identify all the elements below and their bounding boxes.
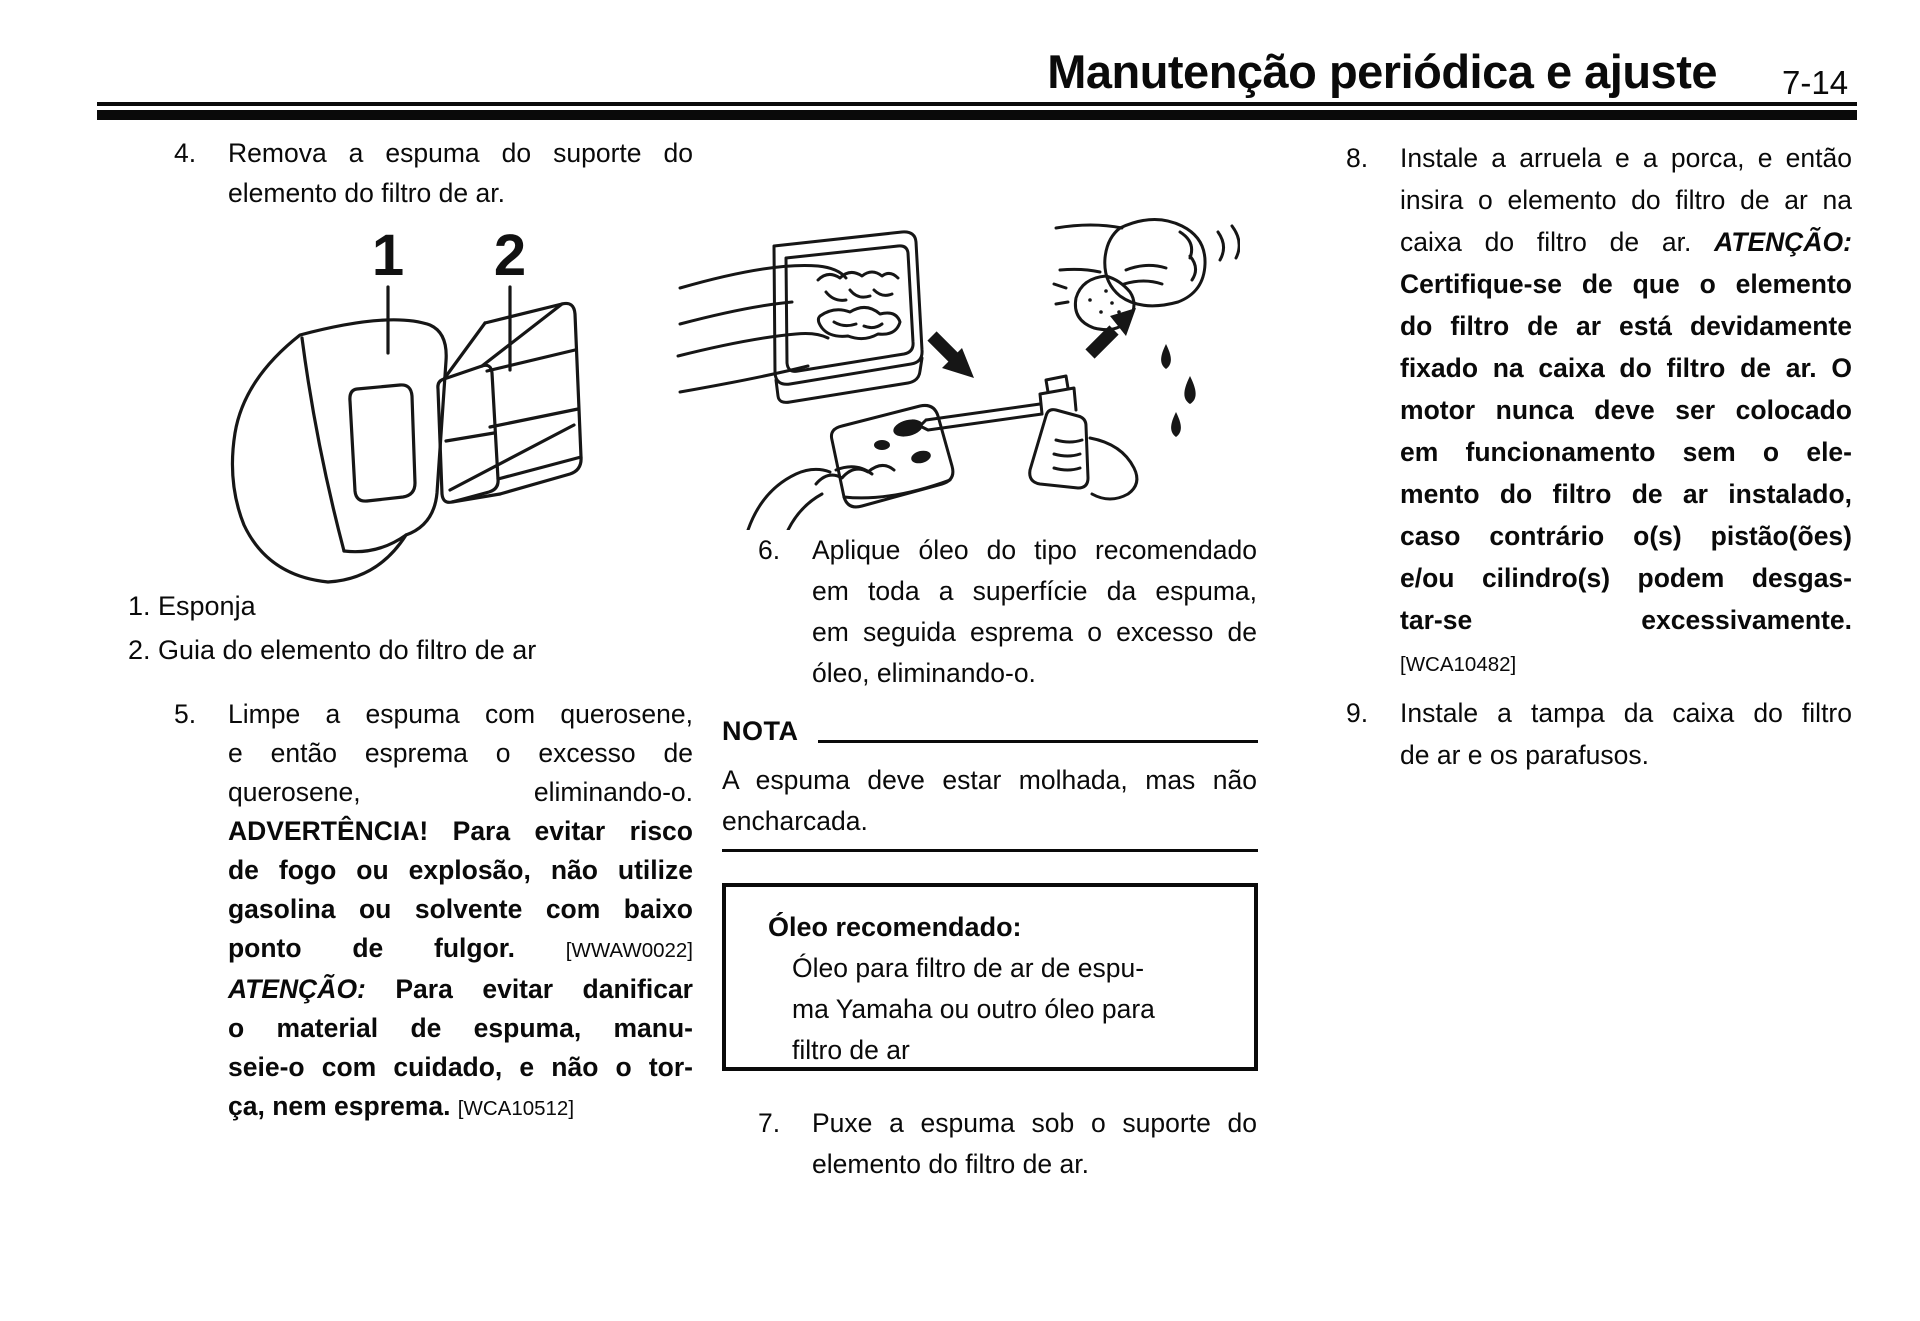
kneading-fingers xyxy=(826,290,892,300)
arm-lower-top xyxy=(678,334,828,357)
foam-dot-5 xyxy=(1117,310,1121,314)
figure-sponge-and-guide xyxy=(150,195,630,605)
can-hand-outline xyxy=(1090,438,1137,499)
fist-forearm xyxy=(1056,225,1122,272)
solid-shapes xyxy=(874,289,1196,465)
foam-block xyxy=(831,405,952,507)
step-6-number: 6. xyxy=(758,535,781,565)
step-8 xyxy=(1346,137,1852,686)
arrow-2-shaft xyxy=(1090,330,1114,354)
note-heading-rule xyxy=(818,740,1258,743)
foam-dot-1 xyxy=(1088,298,1092,302)
drop-2 xyxy=(1184,376,1195,404)
recommended-oil-text: Óleo para filtro de ar de espu- ma Yamaha ou outro óleo para filtro de ar xyxy=(792,953,1155,1065)
oil-can-spout xyxy=(920,404,1042,430)
note-heading: NOTA xyxy=(722,716,799,746)
step-9 xyxy=(1346,692,1852,776)
wash-tray-outer xyxy=(774,232,922,384)
drip-ticks xyxy=(1054,284,1068,304)
guide-brace xyxy=(450,425,574,490)
step-6 xyxy=(758,530,1257,694)
foam-dot-3 xyxy=(1110,301,1114,305)
page-title: Manutenção periódica e ajuste xyxy=(1047,45,1717,98)
oil-stain-3 xyxy=(910,449,932,465)
recommended-oil-title: Óleo recomendado: xyxy=(768,912,1022,942)
oil-stain-2 xyxy=(874,440,890,450)
holding-hand-outline xyxy=(748,469,830,530)
page-number: 7-14 xyxy=(1782,64,1849,101)
recommended-oil-box xyxy=(722,883,1258,1071)
fist-outline xyxy=(1105,219,1205,305)
header-rule-thick xyxy=(97,110,1857,120)
arm-lower-bottom xyxy=(680,366,808,392)
foam-cleaning-linework xyxy=(678,219,1239,530)
oil-stain-1 xyxy=(892,417,925,440)
step-9-number: 9. xyxy=(1346,698,1369,728)
sponge-hole xyxy=(350,385,415,501)
drop-3 xyxy=(1171,412,1181,437)
figure-label-2: 2 xyxy=(493,223,527,288)
step-9-text: Instale a tampa da caixa do filtro de ar e os parafusos. xyxy=(1400,698,1852,770)
sponge-guide-linework xyxy=(232,287,581,582)
step-4-text: Remova a espuma do suporte do elemento do filtro de ar. xyxy=(228,138,693,208)
step-4-number: 4. xyxy=(174,138,197,168)
fist-fingers xyxy=(1124,265,1166,284)
foam-block-edge xyxy=(844,480,950,498)
foam-in-tray xyxy=(818,307,900,338)
step-5-text: Limpe a espuma com querosene, e então esprema o excesso de querosene, eliminando-o. ADVERTÊNCIA! Para evitar risco de fogo ou explosão, não utilize gasolina ou solvente com baixo ponto de fulgor. [WWAW0022] ATENÇÃO: Para evitar danificar o material de espuma, manu- seie-o com cuidado, e não o tor- ça, nem esprema. [WCA10512] xyxy=(228,699,693,1121)
figure-caption-2: 2. Guia do elemento do filtro de ar xyxy=(128,635,537,665)
guide-bar-2 xyxy=(490,409,578,427)
step-8-number: 8. xyxy=(1346,143,1369,173)
step-7-text: Puxe a espuma sob o suporte do elemento do filtro de ar. xyxy=(812,1108,1257,1179)
oil-can-body xyxy=(1030,410,1088,488)
figure-foam-cleaning-steps xyxy=(620,140,1240,530)
header-rule-thin xyxy=(97,102,1857,106)
figure-caption-1: 1. Esponja xyxy=(128,591,256,621)
step-5 xyxy=(174,695,693,1128)
holding-wrist xyxy=(788,494,822,530)
foam-dot-2 xyxy=(1099,310,1103,314)
step-8-text: Instale a arruela e a porca, e então insira o elemento do filtro de ar na caixa do filtro de ar. ATENÇÃO: Certifique-se de que o elemento do filtro de ar está devidamente fixado na caixa do filtro de ar. O motor nunca deve ser colocado em funcionamento sem o ele- mento do filtro de ar instalado, caso contrário o(s) pistão(ões) e/ou cilindro(s) podem desgas- tar-se excessivamente. [WCA10482] xyxy=(1400,143,1852,676)
step-7 xyxy=(758,1103,1257,1185)
foam-dot-4 xyxy=(1104,289,1108,293)
foam-squiggle xyxy=(834,322,882,328)
drop-1 xyxy=(1161,344,1171,369)
step-5-number: 5. xyxy=(174,699,197,729)
fist-knuckles xyxy=(1180,232,1196,280)
step-6-text: Aplique óleo do tipo recomendado em toda a superfície da espuma, em seguida esprema o excesso de óleo, eliminando-o. xyxy=(812,535,1257,688)
guide-bar-3 xyxy=(446,433,494,441)
note-end-rule xyxy=(722,849,1258,852)
step-7-number: 7. xyxy=(758,1108,781,1138)
can-hand-fingers xyxy=(1054,440,1082,470)
figure-label-1: 1 xyxy=(371,223,405,288)
motion-marks xyxy=(1218,226,1239,260)
note-text: A espuma deve estar molhada, mas não encharcada. xyxy=(722,765,1257,836)
kneading-knuckles xyxy=(818,272,898,280)
arrow-1-shaft xyxy=(932,336,956,360)
sponge-seam xyxy=(302,338,344,551)
